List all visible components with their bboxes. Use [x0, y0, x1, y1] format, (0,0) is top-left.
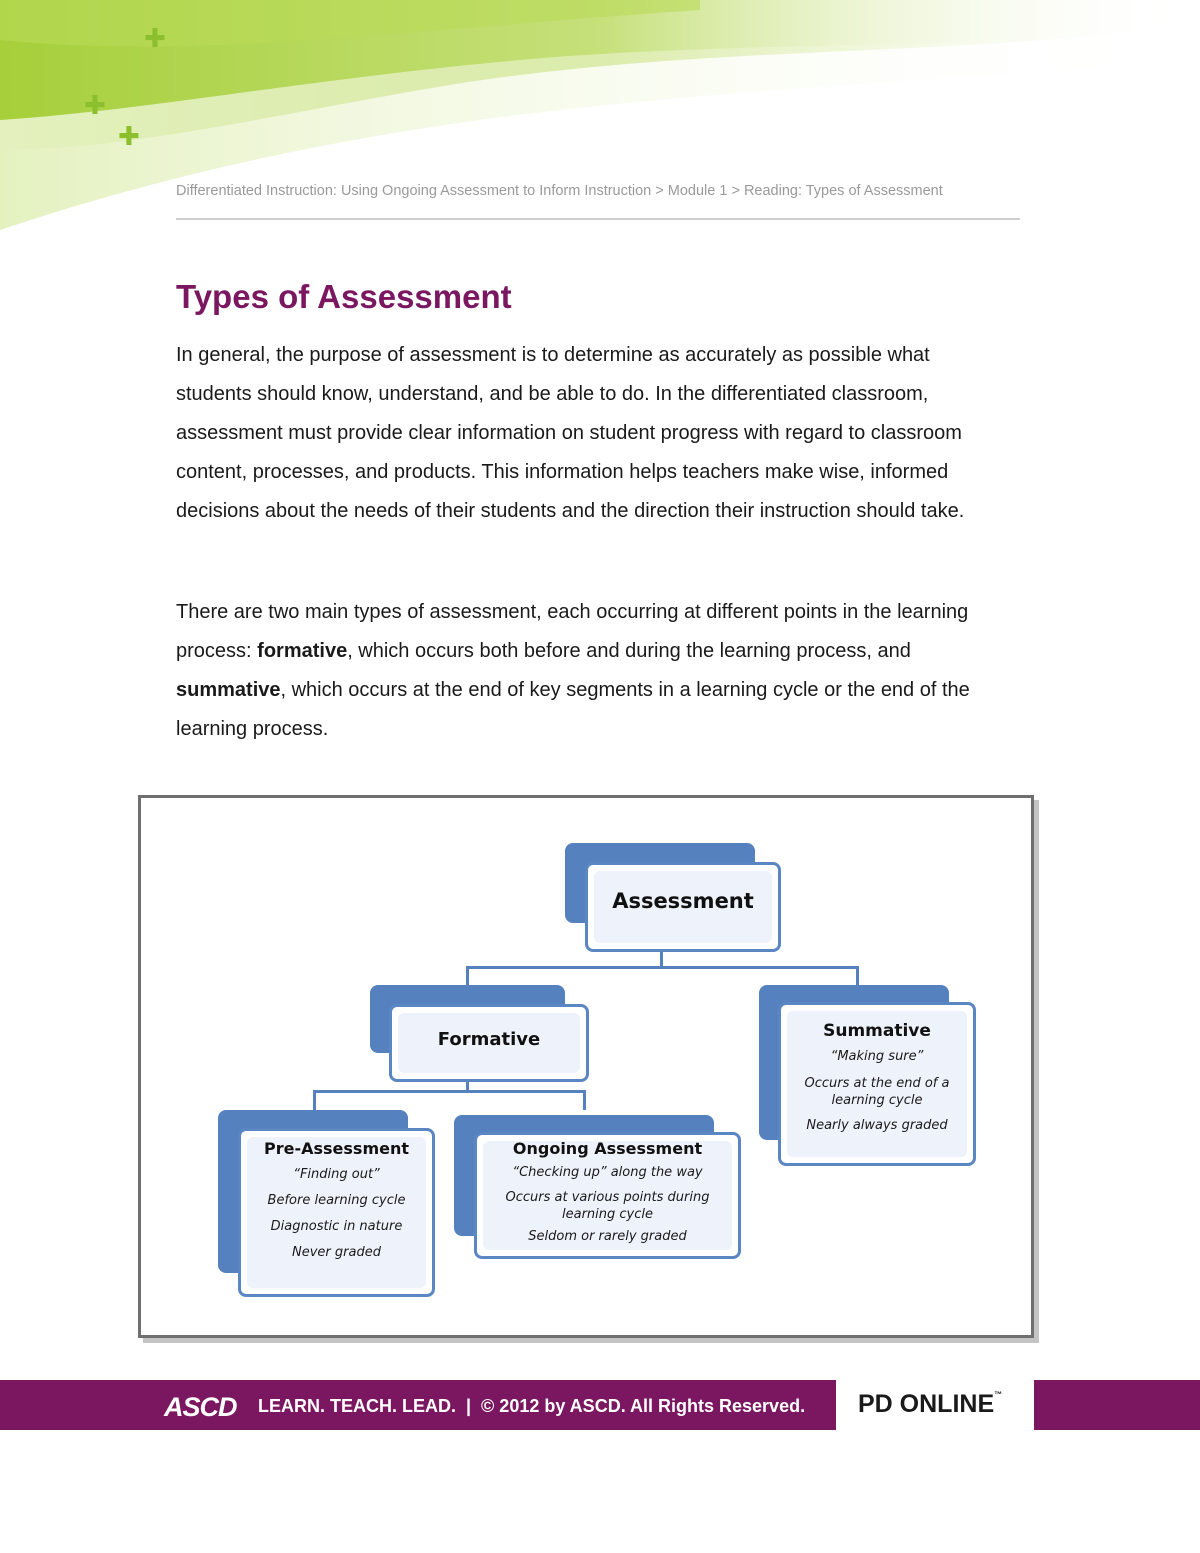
connector	[856, 966, 859, 986]
plus-icon: ✚	[118, 122, 140, 152]
pre-assessment-node	[238, 1128, 435, 1297]
pre-assessment-item: Before learning cycle	[267, 1193, 406, 1208]
formative-node	[389, 1004, 589, 1082]
intro-paragraph: In general, the purpose of assessment is to determine as accurately as possible what students should know, understand, and be able to do. In the differentiated classroom, assessment must provide clear information on student progress with regard to classroom content, processes, and products. This information helps teachers make wise, informed decisions about the needs of their students and the direction their instruction should take.	[176, 344, 965, 522]
connector	[466, 966, 859, 969]
connector	[466, 966, 469, 986]
header-banner	[0, 0, 1200, 240]
paragraph-text: , which occurs at the end of key segments in a learning cycle or the end of the learning process.	[176, 679, 970, 740]
root-node	[585, 862, 781, 952]
formative-term: formative	[257, 640, 348, 662]
assessment-diagram	[138, 795, 1034, 1338]
footer-tagline: LEARN. TEACH. LEAD. | © 2012 by ASCD. All Rights Reserved.	[258, 1396, 806, 1416]
breadcrumb: Differentiated Instruction: Using Ongoing Assessment to Inform Instruction > Module 1 > Reading: Types of Assessment	[176, 183, 943, 199]
trademark-mark: ™	[994, 1390, 1003, 1399]
connector	[313, 1090, 316, 1110]
summative-node-title: Summative	[823, 1021, 931, 1041]
summative-node	[778, 1002, 976, 1166]
ascd-logo: ASCD	[164, 1392, 237, 1422]
pre-assessment-item: “Finding out”	[293, 1167, 380, 1182]
ongoing-assessment-node	[474, 1132, 741, 1259]
summative-term: summative	[176, 679, 281, 701]
types-paragraph	[176, 593, 1006, 749]
root-node-label: Assessment	[612, 889, 754, 913]
summative-item: Nearly always graded	[806, 1118, 948, 1133]
summative-item: “Making sure”	[830, 1049, 924, 1064]
pre-assessment-item: Diagnostic in nature	[270, 1219, 403, 1234]
pd-online-logo	[858, 1390, 1002, 1419]
pre-assessment-title: Pre-Assessment	[264, 1139, 409, 1158]
page-title: Types of Assessment	[176, 278, 512, 315]
connector	[313, 1090, 586, 1093]
header-divider	[176, 218, 1020, 220]
paragraph-text: , which occurs both before and during the learning process, and	[347, 640, 911, 662]
ongoing-assessment-item: Occurs at various points during learning cycle	[505, 1190, 710, 1222]
plus-icon: ✚	[84, 91, 106, 121]
pre-assessment-item: Never graded	[292, 1245, 381, 1260]
summative-item: Occurs at the end of a learning cycle	[804, 1076, 950, 1108]
formative-node-label: Formative	[437, 1029, 541, 1050]
plus-icon: ✚	[144, 24, 166, 54]
ongoing-assessment-item: “Checking up” along the way	[512, 1165, 703, 1180]
ongoing-assessment-item: Seldom or rarely graded	[528, 1229, 687, 1244]
paragraph-text: There are two main types of assessment, each occurring at different points in the learning process:	[176, 601, 969, 662]
pd-online-text: PD ONLINE	[858, 1390, 995, 1418]
ongoing-assessment-title: Ongoing Assessment	[512, 1139, 703, 1158]
connector	[583, 1090, 586, 1110]
